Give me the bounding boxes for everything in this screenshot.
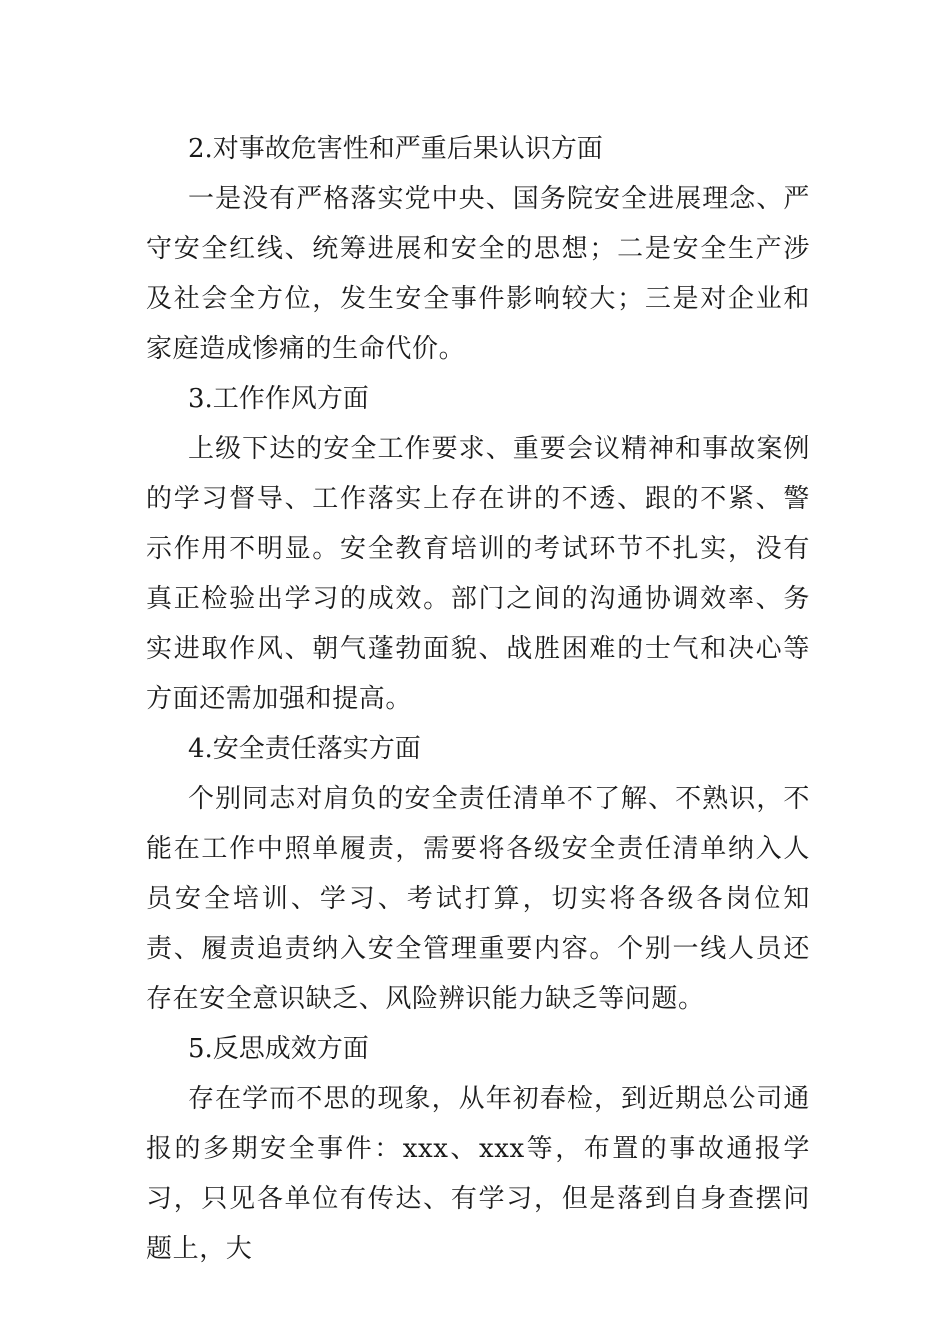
section-heading-5: 5.反思成效方面: [188, 1034, 369, 1064]
section-paragraph-3: 上级下达的安全工作要求、重要会议精神和事故案例的学习督导、工作落实上存在讲的不透、跟的不紧、警示作用不明显。安全教育培训的考试环节不扎实，没有真正检验出学习的成效。部门之间的沟通协调效率、务实进取作风、朝气蓬勃面貌、战胜困难的士气和决心等方面还需加强和提高。: [146, 434, 810, 714]
section-heading-2: 2.对事故危害性和严重后果认识方面: [188, 134, 603, 164]
section-heading-3: 3.工作作风方面: [188, 384, 369, 414]
section-paragraph-5: 存在学而不思的现象，从年初春检，到近期总公司通报的多期安全事件：xxx、xxx等，布置的事故通报学习，只见各单位有传达、有学习，但是落到自身查摆问题上，大: [146, 1084, 810, 1264]
document-body: [146, 124, 810, 1274]
section-paragraph-2: 一是没有严格落实党中央、国务院安全进展理念、严守安全红线、统筹进展和安全的思想；二是安全生产涉及社会全方位，发生安全事件影响较大；三是对企业和家庭造成惨痛的生命代价。: [146, 184, 810, 364]
section-heading-4: 4.安全责任落实方面: [188, 734, 421, 764]
section-paragraph-4: 个别同志对肩负的安全责任清单不了解、不熟识，不能在工作中照单履责，需要将各级安全责任清单纳入人员安全培训、学习、考试打算，切实将各级各岗位知责、履责追责纳入安全管理重要内容。个别一线人员还存在安全意识缺乏、风险辨识能力缺乏等问题。: [146, 784, 810, 1014]
